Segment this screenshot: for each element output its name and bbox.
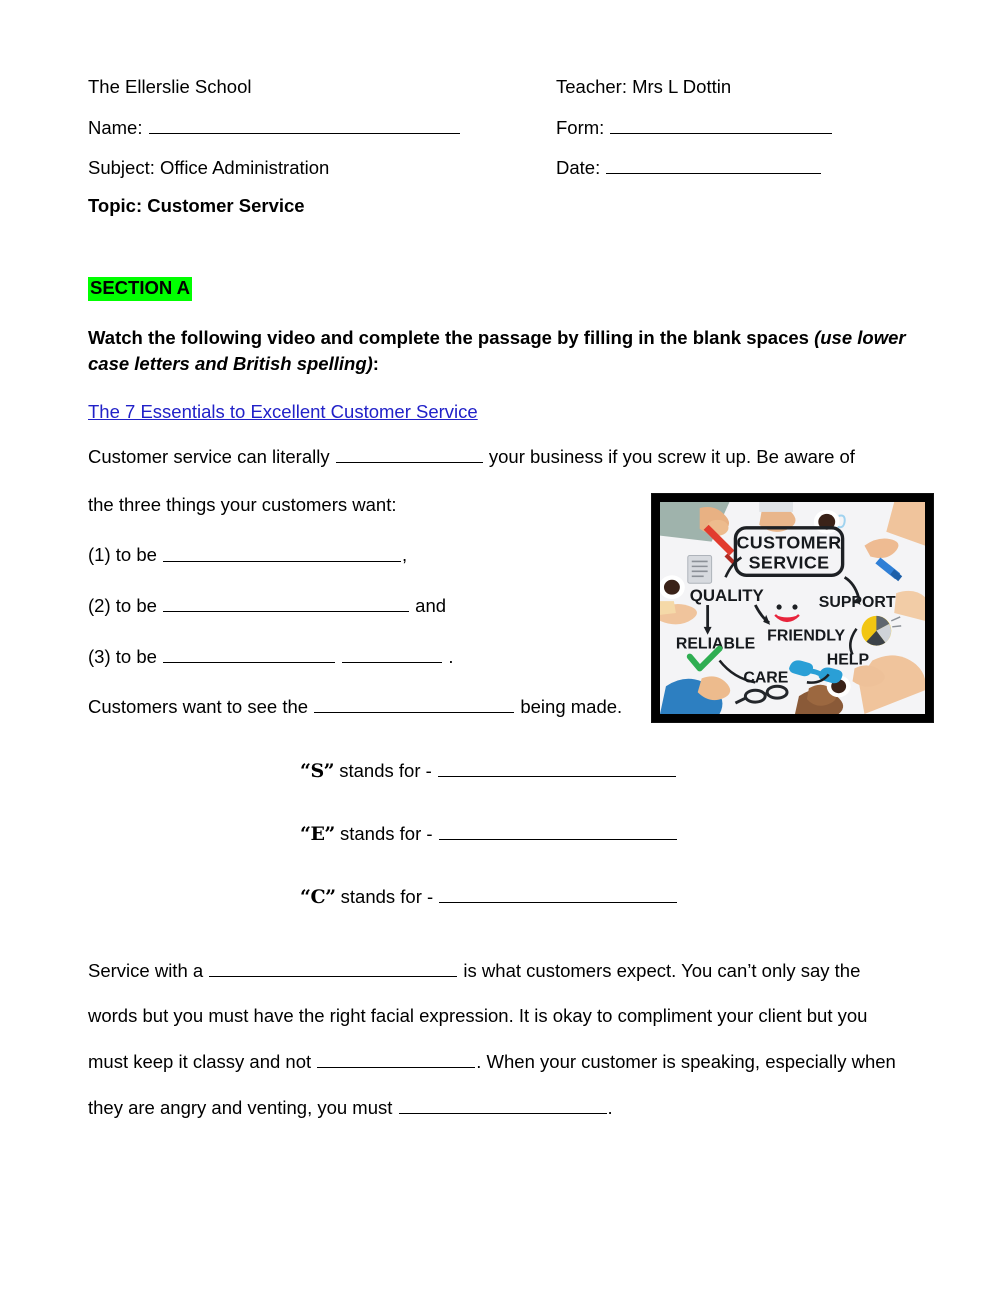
header-row-subject	[88, 156, 912, 178]
blank-effort[interactable]	[314, 695, 514, 713]
figure-node-quality: QUALITY	[689, 586, 764, 606]
item-2-label: (2) to be	[88, 595, 163, 617]
section-a-heading: SECTION A	[88, 277, 192, 301]
header-row-school	[88, 78, 912, 97]
figure-title-line1: CUSTOMER	[736, 532, 842, 553]
blank-item-3-second[interactable]	[342, 645, 442, 663]
name-input-blank[interactable]	[149, 116, 460, 134]
acronym-quote-close-c: ”	[325, 885, 336, 908]
figure-title-line2: SERVICE	[748, 552, 830, 573]
closing-text-b: is what customers expect. You can’t only say the words but you must have the right facial expression. It is okay to compliment your client but you must keep it classy and not	[88, 959, 868, 1073]
form-label: Form:	[556, 116, 610, 138]
form-cell	[556, 116, 833, 138]
school-cell	[88, 78, 556, 97]
item-3-suffix: .	[443, 645, 454, 667]
blank-insult[interactable]	[317, 1050, 475, 1068]
topic-line: Topic: Customer Service	[88, 194, 305, 216]
teacher-cell	[556, 78, 731, 97]
date-label: Date:	[556, 157, 606, 179]
customer-service-image	[651, 493, 934, 723]
blank-smile[interactable]	[209, 959, 457, 977]
teacher-name: Teacher: Mrs L Dottin	[556, 76, 732, 97]
blank-acronym-s[interactable]	[438, 759, 676, 777]
date-input-blank[interactable]	[606, 156, 821, 174]
figure-node-care: CARE	[743, 669, 789, 687]
acronym-quote-open-e: “	[300, 822, 311, 845]
figure-node-help: HELP	[826, 651, 870, 669]
acronym-text-e: stands for -	[334, 822, 438, 844]
passage-line-1-text-b: your business if you screw it up. Be aware of	[483, 446, 855, 468]
blank-listen[interactable]	[399, 1096, 607, 1114]
closing-text-d: .	[607, 1097, 613, 1119]
blank-kill[interactable]	[336, 445, 483, 463]
video-link[interactable]: The 7 Essentials to Excellent Customer Service	[88, 401, 478, 423]
acronym-quote-close-s: ”	[323, 759, 335, 782]
customer-service-image-inner	[660, 502, 925, 714]
acronym-quote-open-c: “	[300, 885, 311, 908]
closing-text-a: Service with a	[88, 959, 209, 981]
item-1-label: (1) to be	[88, 544, 163, 566]
blank-item-1[interactable]	[163, 543, 401, 561]
acronym-quote-close-e: ”	[324, 822, 335, 845]
item-3-label: (3) to be	[88, 645, 163, 667]
item-3-gap	[336, 646, 341, 667]
school-name: The Ellerslie School	[88, 76, 252, 97]
item-2-suffix: and	[410, 595, 447, 617]
acronym-block	[88, 759, 912, 907]
figure-node-support: SUPPORT	[818, 594, 896, 612]
name-label: Name:	[88, 116, 148, 138]
instruction-italic-part: (use lower case letters and British spelling)	[88, 326, 906, 375]
acronym-quote-open-s: “	[300, 759, 311, 782]
closing-paragraph	[88, 948, 912, 1132]
subject-cell	[88, 159, 556, 178]
figure-node-friendly: FRIENDLY	[767, 627, 846, 645]
acronym-letter-s: S	[310, 759, 324, 782]
header-row-name	[88, 116, 912, 138]
blank-item-2[interactable]	[163, 594, 409, 612]
video-link-container	[88, 377, 912, 423]
figure-node-reliable: RELIABLE	[675, 635, 756, 653]
instruction-colon: :	[372, 353, 379, 375]
subject-label: Subject: Office Administration	[88, 157, 330, 179]
see-text-b: being made.	[515, 696, 623, 718]
blank-item-3-first[interactable]	[163, 645, 335, 663]
item-1-suffix: ,	[402, 544, 408, 566]
acronym-row-s	[88, 759, 912, 781]
form-input-blank[interactable]	[610, 116, 832, 134]
instruction-bold-part: Watch the following video and complete the passage by filling in the blank spaces	[88, 326, 815, 348]
passage-line-1-text-a: Customer service can literally	[88, 446, 335, 468]
blank-acronym-c[interactable]	[439, 885, 677, 903]
acronym-row-e	[88, 822, 912, 844]
acronym-letter-e: E	[310, 822, 325, 845]
passage-line-2: the three things your customers want:	[88, 493, 397, 515]
acronym-text-s: stands for -	[334, 759, 437, 781]
passage-line-1	[88, 445, 912, 467]
acronym-row-c	[88, 885, 912, 907]
closing-text-c: . When your customer is speaking, especially when they are angry and venting, you must	[88, 1051, 896, 1119]
blank-acronym-e[interactable]	[439, 822, 677, 840]
whiteboard-illustration	[660, 502, 925, 714]
instruction-text	[88, 325, 906, 378]
section-a-container	[88, 277, 912, 301]
spacer	[88, 215, 912, 277]
acronym-letter-c: C	[310, 885, 326, 908]
see-text-a: Customers want to see the	[88, 696, 314, 718]
name-cell	[88, 116, 556, 138]
date-cell	[556, 156, 822, 178]
acronym-text-c: stands for -	[335, 885, 439, 907]
